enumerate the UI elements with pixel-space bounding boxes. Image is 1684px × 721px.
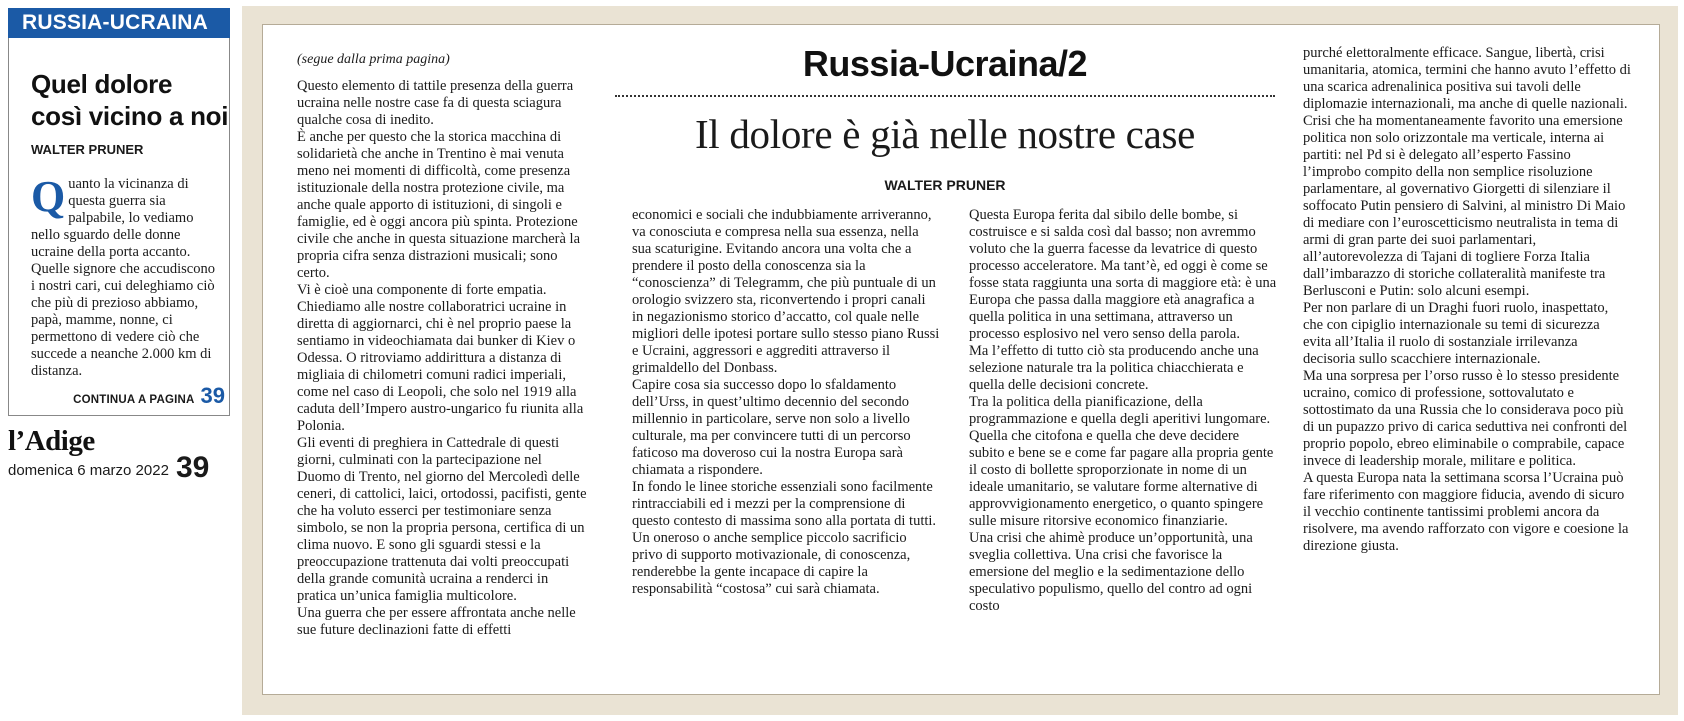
teaser-frame <box>8 8 230 416</box>
paragraph: Ma una sorpresa per l’orso russo è lo stesso presidente ucraino, comico di professione, sottovalutato e sottostimato da una Russia che lo considerava poco più di un pupazzo privo di carica seduttiva nei confronti del proprio popolo, ebreo eliminabile o comprabile, capace invece di leadership morale, militare e politica. <box>1303 368 1628 469</box>
continued-from-note: (segue dalla prima pagina) <box>297 52 450 67</box>
teaser-body <box>31 172 221 380</box>
article-rubric: Russia-Ucraina/2 <box>802 43 1088 84</box>
article-clipping <box>262 24 1660 695</box>
paragraph: Crisi che ha momentaneamente favorito una emersione politica non solo orizzontale ma verticale, interna ai partiti: nel Pd si è delegato all’esperto Fassino l’improbo compito della non semplice risoluzione parlamentare, al governativo Giorgetti di silenziare il soffocato Putin pensiero di Salvini, al ministro Di Maio di mediare con l’euroscetticismo neutralista in tema di armi di gran parte dei suoi parlamentari, all’autorevolezza di Tajani di togliere Forza Italia dall’imbarazzo di storiche collateralità manifeste tra Berlusconi e Putin: solo alcuni esempi. <box>1303 113 1626 299</box>
paragraph: Per non parlare di un Draghi fuori ruolo, inaspettato, che con cipiglio internazionale su temi di sicurezza evita all’Italia il ruolo di sostanziale irrilevanza decisoria sullo scacchiere internazionale. <box>1303 300 1609 367</box>
paragraph: economici e sociali che indubbiamente arriveranno, va conosciuta e compresa nella sua essenza, nella sua scaturigine. Evitando ancora una volta che a prendere il posto della conoscenza sia la “conoscienza” di Telegramm, che più puntuale di un orologio svizzero sta, riconvertendo i propri canali in negazionismo storico d’accatto, col quale nelle migliori delle ipotesi portare sullo stesso piano Russi e Ucraini, aggressori e aggrediti attraverso il grimaldello del Donbass. <box>632 207 940 376</box>
paragraph: Vi è cioè una componente di forte empatia. Chiediamo alle nostre collaboratrici ucraine in diretta di aggiornarci, chi è nel proprio paese la sentiamo in videochiamata dai bunker di Kiev o Odessa. O ritroviamo addirittura a distanza di migliaia di chilometri comuni radici imperiali, come nel caso di Leopoli, che solo nel 1919 alla caduta dell’Impero austro-ungarico fu riunita alla Polonia. <box>297 282 584 434</box>
dotted-divider <box>615 95 1275 97</box>
paragraph: Gli eventi di preghiera in Cattedrale di questi giorni, culminati con la partecipazione nel Duomo di Trento, nel giorno del Mercoledì delle ceneri, di cattolici, laici, ortodossi, pacifisti, gente che ha voluto esserci per testimoniare senza simbolo, se non la propria persona, certifica di un clima nuovo. E sono gli sguardi stessi e la preoccupazione trattenuta dai volti preoccupati della grande comunità ucraina a renderci in pratica un’unica famiglia multicolore. <box>297 435 587 604</box>
continue-page-number: 39 <box>200 383 225 408</box>
continue-link[interactable] <box>73 383 225 409</box>
paragraph: Tra la politica della pianificazione, della programmazione e quella degli aperitivi lungomare. Quella che citofona e quella che deve decidere subito e bene se e come far pagare alla propria gente il costo di bollette sproporzionate in nome di un ideale umanitario, se valutare forme alternative di approvvigionamento energetico, o quanto spingere sulle misure ritorsive economico finanziarie. <box>969 394 1274 529</box>
continue-label: CONTINUA A PAGINA <box>73 394 195 406</box>
drop-cap: Q <box>31 172 66 221</box>
issue-date: domenica 6 marzo 2022 <box>8 462 169 479</box>
teaser-headline-line2: così vicino a noi <box>31 101 229 131</box>
teaser-headline <box>31 68 229 132</box>
paragraph: Ma l’effetto di tutto ciò sta producendo anche una selezione naturale tra la politica chiacchierata e quella delle decisioni concrete. <box>969 343 1259 393</box>
teaser-author: WALTER PRUNER <box>31 142 144 157</box>
paragraph: Questo elemento di tattile presenza della guerra ucraina nelle nostre case fa di questa sciagura qualche cosa di inedito. <box>297 78 574 128</box>
article-author: WALTER PRUNER <box>884 177 1006 193</box>
paragraph: In fondo le linee storiche essenziali sono facilmente rintracciabili ed i mezzi per la comprensione di questo contesto di massima sono alla portata di tutti. Un oneroso o anche semplice piccolo sacrificio privo di supporto motivazionale, di conoscenza, renderebbe la gente incapace di capire la responsabilità “costosa” cui sarà chiamata. <box>632 479 937 597</box>
article-column-1 <box>297 51 587 639</box>
teaser-text: uanto la vicinanza di questa guerra sia palpabile, lo vediamo nello sguardo delle donne ucraine della porta accanto. Quelle signore che accudiscono i nostri cari, cui deleghiamo ciò che più di prezioso abbiamo, papà, mamme, nonne, ci permettono di vedere ciò che succede a neanche 2.000 km di distanza. <box>31 176 215 379</box>
page-number: 39 <box>176 451 210 484</box>
teaser-box <box>8 8 230 416</box>
paragraph: Capire cosa sia successo dopo lo sfaldamento dell’Urss, in quest’ultimo decennio del secondo millennio in particolare, serve non solo a livello culturale, ma per convincere tutti di un percorso faticoso ma doveroso cui la nostra Europa sarà chiamata a rispondere. <box>632 377 911 478</box>
paragraph: Questa Europa ferita dal sibilo delle bombe, si costruisce e si salda così dal basso; non avremmo voluto che la guerra facesse da levatrice di questo processo acceleratore. Ma tant’è, ed oggi è come se fosse stata raggiunta una sorta di maggiore età: è una Europa che passa dalla maggiore età anagrafica a quella politica in una settimana, attraverso un processo esplosivo nel vero senso della parola. <box>969 207 1277 342</box>
article-title-block <box>615 39 1275 193</box>
paragraph: Una crisi che ahimè produce un’opportunità, una sveglia collettiva. Una crisi che favorisce la emersione del meglio e la sedimentazione dello speculativo populismo, quello del contro ad ogni costo <box>969 530 1253 614</box>
teaser-headline-line1: Quel dolore <box>31 69 173 99</box>
paragraph: A questa Europa nata la settimana scorsa l’Ucraina può fare riferimento con maggiore fiducia, avendo di sicuro il vecchio continente tantissimi problemi ancora da risolvere, ma avendo rafforzato con vigore e coesione la direzione giusta. <box>1303 470 1629 554</box>
article-column-4 <box>1303 45 1631 555</box>
newspaper-name: l’Adige <box>8 425 95 457</box>
paragraph: purché elettoralmente efficace. Sangue, libertà, crisi umanitaria, atomica, termini che hanno avuto l’effetto di una scarica adrenalinica positiva sui tavoli delle diplomazie internazionali, ma anche di quelle nazionali. <box>1303 45 1631 112</box>
masthead <box>8 425 230 484</box>
article-headline: Il dolore è già nelle nostre case <box>694 111 1196 157</box>
article-column-2 <box>632 207 940 598</box>
paragraph: Una guerra che per essere affrontata anche nelle sue future declinazioni fatte di effetti <box>297 605 576 638</box>
article-column-3 <box>969 207 1277 615</box>
teaser-kicker: RUSSIA-UCRAINA <box>8 8 230 38</box>
paragraph: È anche per questo che la storica macchina di solidarietà che anche in Trentino è mai venuta meno nei momenti di difficoltà, come presenza istituzionale della nostra protezione civile, ma anche quale apporto di istituzioni, di singoli e famiglie, ed è oggi ancora più spinta. Protezione civile che anche in questa situazione marcherà la propria cifra senza distrazioni musicali; sono certo. <box>297 129 581 281</box>
